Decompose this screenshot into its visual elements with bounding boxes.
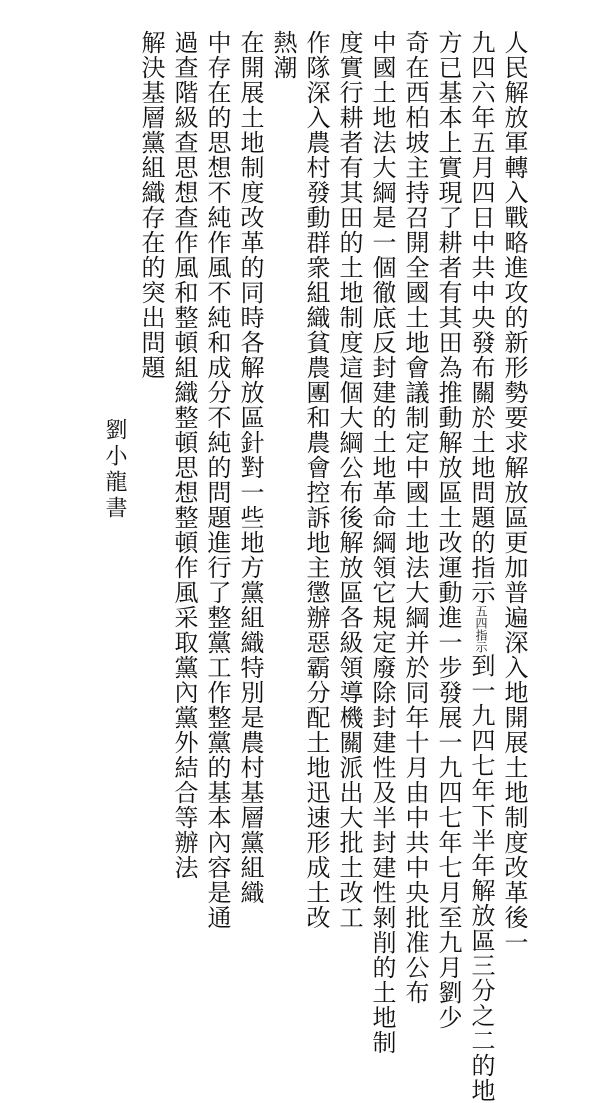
text-column-2 bbox=[464, 30, 497, 1103]
text-column-4: 奇在西柏坡主持召開全國土地會議制定中國土地法大綱并於同年十月由中共中央批准公布 bbox=[401, 30, 429, 1005]
text-column-9: 在開展土地制度改革的同時各解放區針對一些地方黨組織特別是農村基層黨組織 bbox=[236, 30, 264, 905]
text-column-2-main: 九四六年五月四日中共中央發布關於土地問題的指示 bbox=[467, 30, 495, 605]
text-column-10: 中存在的思想不純作風不純和成分不純的問題進行了整黨工作整黨的基本內容是通 bbox=[203, 30, 231, 930]
text-column-8: 熱潮 bbox=[269, 30, 297, 80]
text-column-5: 中國土地法大綱是一個徹底反封建的土地革命綱領它規定廢除封建性及半封建性剝削的土地制 bbox=[368, 30, 396, 1055]
calligraphy-text bbox=[134, 30, 530, 1103]
text-column-3: 方已基本上實現了耕者有其田為推動解放區土改運動進一步發展一九四七年七月至九月劉少 bbox=[434, 30, 462, 1030]
text-column-6: 度實行耕者有其田的土地制度這個大綱公布後解放區各級領導機關派出大批土改工 bbox=[335, 30, 363, 930]
text-column-7: 作隊深入農村發動群衆組織貧農團和農會控訴地主懲辦惡霸分配土地迅速形成土改 bbox=[302, 30, 330, 930]
inline-note: 五四指示 bbox=[474, 605, 488, 653]
signature: 劉小龍書 bbox=[102, 418, 127, 522]
text-column-11: 過查階級查思想查作風和整頓組織整頓思想整頓作風采取黨內黨外結合等辦法 bbox=[170, 30, 198, 880]
text-column-1: 人民解放軍轉入戰略進攻的新形勢要求解放區更加普遍深入地開展土地制度改革後一 bbox=[500, 30, 528, 955]
text-column-2-tail: 到一九四七年下半年解放區三分之二的地 bbox=[467, 653, 495, 1103]
text-column-12: 解決基層黨組織存在的突出問題 bbox=[137, 30, 165, 380]
